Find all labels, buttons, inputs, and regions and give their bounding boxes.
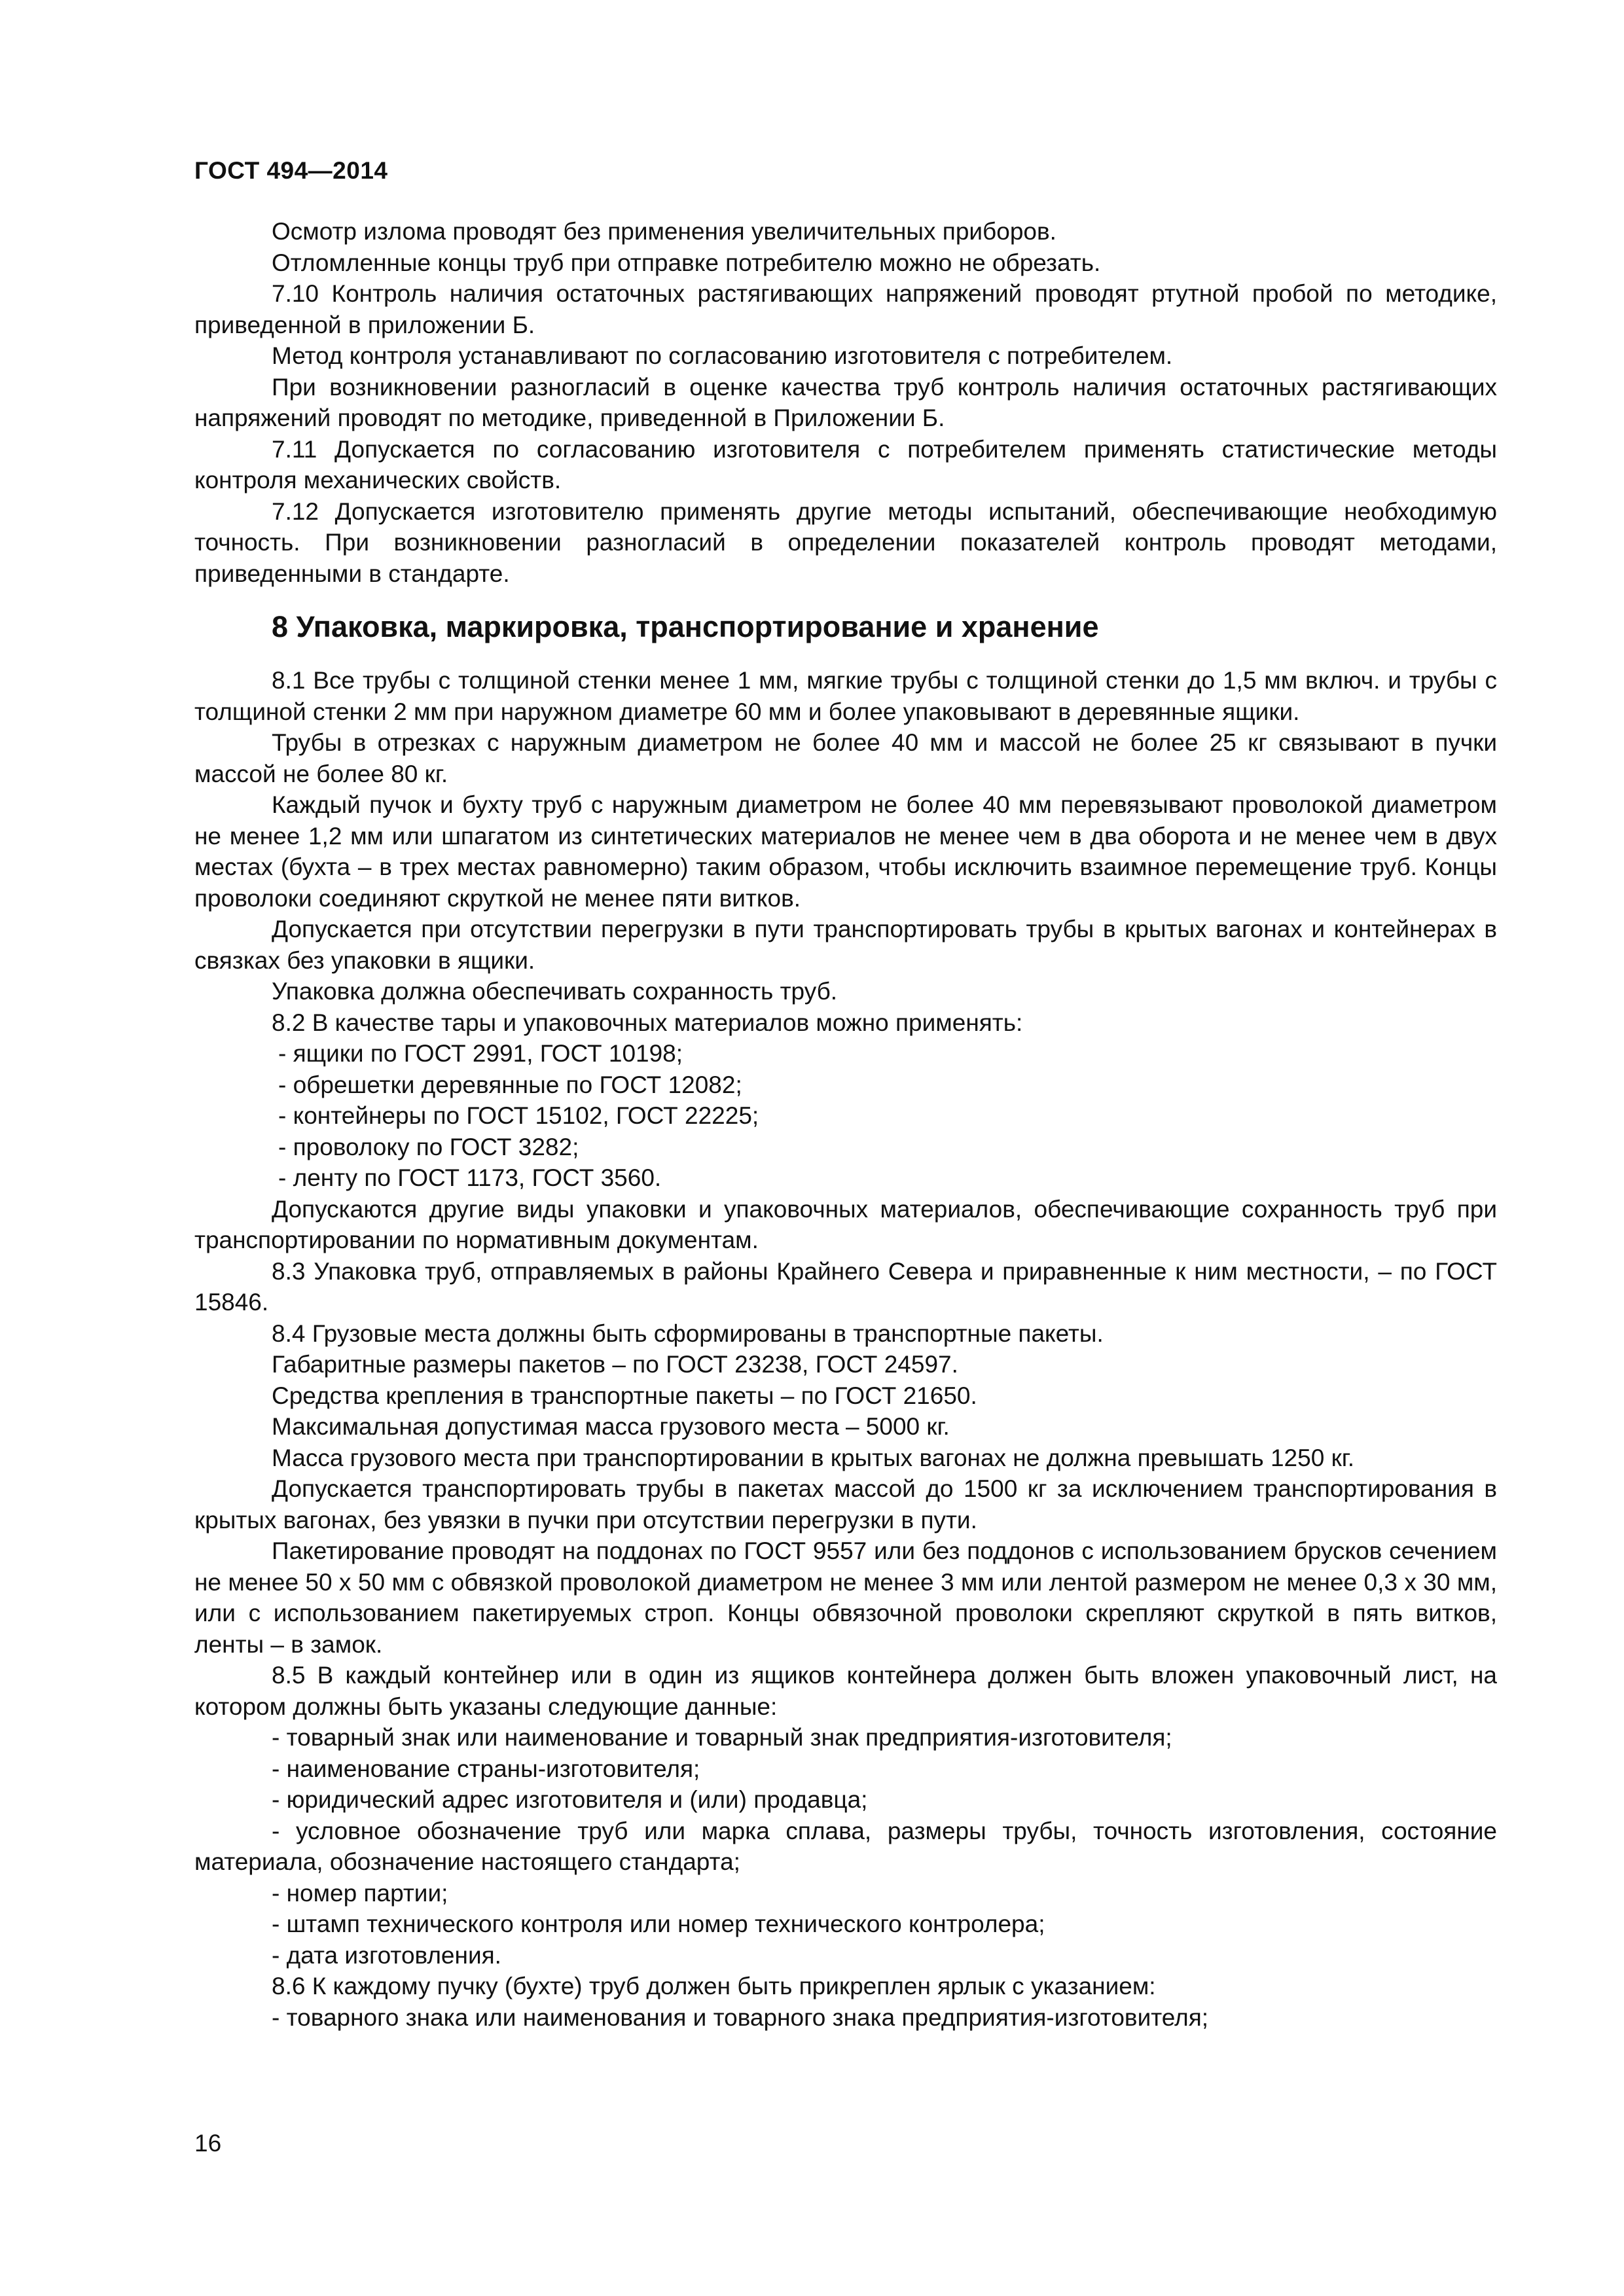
list-item: - ленту по ГОСТ 1173, ГОСТ 3560. (278, 1164, 662, 1191)
paragraph: Габаритные размеры пакетов – по ГОСТ 23238, ГОСТ 24597. (272, 1351, 958, 1378)
paragraph: При возникновении разногласий в оценке качества труб контроль наличия остаточных растягивающих напряжений проводят по методике, приведенной в Приложении Б. (194, 373, 1497, 431)
tag-data-list (194, 2002, 1497, 2034)
section-8-text (194, 665, 1497, 2033)
paragraph: Упаковка должна обеспечивать сохранность труб. (272, 978, 838, 1005)
list-item: - штамп технического контроля или номер технического контролера; (272, 1910, 1045, 1937)
paragraph: Осмотр излома проводят без применения увеличительных приборов. (272, 218, 1056, 245)
paragraph: Допускается при отсутствии перегрузки в пути транспортировать трубы в крытых вагонах и контейнерах в связках без упаковки в ящики. (194, 916, 1497, 974)
packing-list-data-list (194, 1722, 1497, 1971)
paragraph: 8.3 Упаковка труб, отправляемых в районы Крайнего Севера и приравненные к ним местности, – по ГОСТ 15846. (194, 1257, 1497, 1316)
section-8-heading: 8 Упаковка, маркировка, транспортирование и хранение (272, 610, 1099, 643)
list-item: - наименование страны-изготовителя; (272, 1755, 700, 1782)
paragraph: 8.6 К каждому пучку (бухте) труб должен быть прикреплен ярлык с указанием: (272, 1973, 1156, 2000)
list-item: - условное обозначение труб или марка сплава, размеры трубы, точность изготовления, состояние материала, обозначение настоящего стандарта; (194, 1817, 1497, 1875)
paragraph: Пакетирование проводят на поддонах по ГОСТ 9557 или без поддонов с использованием брусков сечением не менее 50 х 50 мм с обвязкой проволокой диаметром не менее 3 мм или лентой размером не менее 0,3 х 30 мм, или с использованием пакетируемых строп. Концы обвязочной проволоки скрепляют скруткой в пять витков, ленты – в замок. (194, 1537, 1497, 1658)
paragraph: Средства крепления в транспортные пакеты – по ГОСТ 21650. (272, 1382, 977, 1409)
list-item: - ящики по ГОСТ 2991, ГОСТ 10198; (278, 1040, 683, 1067)
list-item: - номер партии; (272, 1879, 448, 1907)
paragraph: 8.4 Грузовые места должны быть сформированы в транспортные пакеты. (272, 1319, 1104, 1347)
list-item: - юридический адрес изготовителя и (или) продавца; (272, 1786, 868, 1813)
paragraph: 8.2 В качестве тары и упаковочных материалов можно применять: (272, 1009, 1023, 1036)
paragraph: 7.12 Допускается изготовителю применять другие методы испытаний, обеспечивающие необходимую точность. При возникновении разногласий в определении показателей контроль проводят методами, приведенными в стандарте. (194, 497, 1497, 587)
packaging-materials-list (194, 1038, 1497, 1194)
page-number: 16 (194, 2130, 222, 2157)
list-item: - товарный знак или наименование и товарный знак предприятия-изготовителя; (272, 1724, 1172, 1751)
paragraph: 7.11 Допускается по согласованию изготовителя с потребителем применять статистические методы контроля механических свойств. (194, 435, 1497, 493)
paragraph: Допускается транспортировать трубы в пакетах массой до 1500 кг за исключением транспортирования в крытых вагонах, без увязки в пучки при отсутствии перегрузки в пути. (194, 1475, 1497, 1534)
list-item: - товарного знака или наименования и товарного знака предприятия-изготовителя; (272, 2003, 1209, 2031)
paragraph: Метод контроля устанавливают по согласованию изготовителя с потребителем. (272, 342, 1173, 369)
paragraph: 8.5 В каждый контейнер или в один из ящиков контейнера должен быть вложен упаковочный лист, на котором должны быть указаны следующие данные: (194, 1662, 1497, 1720)
list-item: - контейнеры по ГОСТ 15102, ГОСТ 22225; (278, 1102, 759, 1129)
section-7-text (194, 216, 1497, 589)
page-body (194, 216, 1497, 2033)
paragraph: Допускаются другие виды упаковки и упаковочных материалов, обеспечивающие сохранность труб при транспортировании по нормативным документам. (194, 1195, 1497, 1253)
paragraph: Максимальная допустимая масса грузового места – 5000 кг. (272, 1413, 950, 1440)
paragraph: Трубы в отрезках с наружным диаметром не более 40 мм и массой не более 25 кг связывают в пучки массой не более 80 кг. (194, 729, 1497, 787)
list-item: - обрешетки деревянные по ГОСТ 12082; (278, 1071, 742, 1098)
document-header: ГОСТ 494—2014 (194, 157, 388, 184)
paragraph: Отломленные концы труб при отправке потребителю можно не обрезать. (272, 249, 1101, 276)
paragraph: 8.1 Все трубы с толщиной стенки менее 1 мм, мягкие трубы с толщиной стенки до 1,5 мм включ. и трубы с толщиной стенки 2 мм при наружном диаметре 60 мм и более упаковывают в деревянные ящики. (194, 667, 1497, 725)
list-item: - проволоку по ГОСТ 3282; (278, 1133, 579, 1160)
list-item: - дата изготовления. (272, 1941, 501, 1969)
paragraph: 7.10 Контроль наличия остаточных растягивающих напряжений проводят ртутной пробой по методике, приведенной в приложении Б. (194, 280, 1497, 338)
paragraph: Масса грузового места при транспортировании в крытых вагонах не должна превышать 1250 кг. (272, 1444, 1355, 1471)
paragraph: Каждый пучок и бухту труб с наружным диаметром не более 40 мм перевязывают проволокой диаметром не менее 1,2 мм или шпагатом из синтетических материалов не менее чем в два оборота и не менее чем в двух местах (бухта – в трех местах равномерно) таким образом, чтобы исключить взаимное перемещение труб. Концы проволоки соединяют скруткой не менее пяти витков. (194, 791, 1497, 912)
